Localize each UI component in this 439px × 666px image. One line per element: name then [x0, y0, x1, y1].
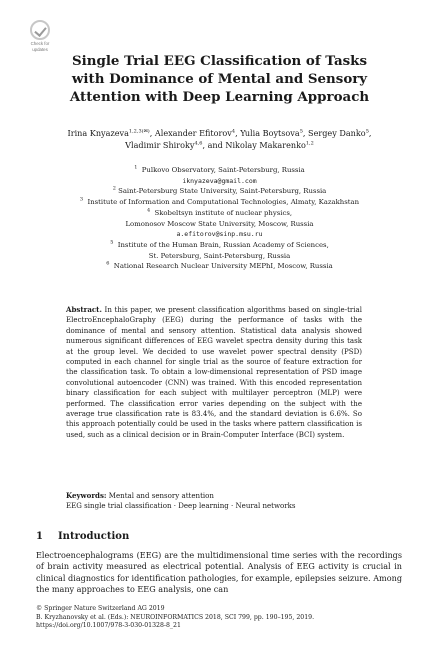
- check-for-updates-badge[interactable]: [28, 20, 52, 52]
- affiliation-text: National Research Nuclear University MEPhI, Moscow, Russia: [113, 262, 333, 271]
- keywords-label: Keywords:: [66, 491, 107, 500]
- author-name: Vladimir Shiroky: [125, 139, 195, 150]
- affiliation-text: Pulkovo Observatory, Saint-Petersburg, Russia: [141, 166, 305, 174]
- email-link-1[interactable]: iknyazeva@gmail.com: [182, 176, 257, 185]
- affiliation-4: [8, 208, 431, 219]
- check-mark-icon: [30, 20, 50, 40]
- affiliation-6: [8, 261, 431, 272]
- title-line-3: Attention with Deep Learning Approach: [69, 89, 370, 105]
- affiliation-text: Skobeltsyn institute of nuclear physics,: [154, 208, 293, 217]
- author-list: [18, 128, 421, 151]
- abstract-text: In this paper, we present classification algorithms based on single-trial ElectroEncephaloGraphy (EEG) during the performance of tasks with the dominance of mental and sensory attention. Statistical data analysis showed numerous significant differences of EEG wavelet spectra density during this task at the group level. We decided to use wavelet power spectral density (PSD) computed in each channel for single trial as the source of feature extraction for the classification task. To obtain a low-dimensional representation of PSD image convolutional autoencoder (CNN) was trained. With this encoded representation binary classification for each subject with multilayer perceptron (MLP) were performed. The classification error varies depending on the subject with the average true classification rate is 83.4%, and the standard deviation is 6.6%. So this approach potentially could be used in the tasks where pattern classification is used, such as a clinical decision or in Brain-Computer Interface (BCI) system.: [66, 305, 362, 439]
- affiliation-marker: 3: [79, 196, 84, 203]
- affiliation-5-cont: St. Petersburg, Saint-Petersburg, Russia: [148, 251, 291, 260]
- section-number: 1: [36, 531, 43, 542]
- author-affiliation-marker: 5: [299, 128, 303, 135]
- abstract: [66, 305, 362, 440]
- keywords-line-2: EEG single trial classification · Deep learning · Neural networks: [66, 501, 296, 511]
- section-title: Introduction: [58, 531, 130, 542]
- author-affiliation-marker: 4: [231, 128, 236, 135]
- author-line-1: Irina Knyazeva$^{1,2,3(✉)}$, Alexander Efitorov$^4$, Yulia Boytsova$^5$, Sergey Danko$^5$,: [67, 128, 372, 138]
- author-affiliation-marker: 4,6: [194, 139, 203, 146]
- affiliation-text: Saint-Petersburg State University, Saint-Petersburg, Russia: [118, 187, 327, 196]
- affiliation-marker: 5: [110, 239, 114, 246]
- badge-line-1: Check for: [30, 41, 50, 46]
- author-name: , Sergey Danko: [302, 128, 366, 138]
- intro-paragraph: Electroencephalograms (EEG) are the multidimensional time series with the recordings of brain activity measured as electrical potential. Analysis of EEG activity is crucial in clinical diagnostics for identification pathologies, for example, epilepsies seizure. Among the many approaches to EEG analysis, one can: [36, 550, 402, 594]
- affiliation-marker: 6: [106, 261, 110, 268]
- affiliation-marker: 1: [134, 164, 138, 171]
- author-affiliation-marker: 1,2,3(✉): [128, 128, 150, 135]
- title-line-1: Single Trial EEG Classification of Tasks: [71, 53, 367, 69]
- affiliation-text: Institute of Information and Computational Technologies, Almaty, Kazakhstan: [87, 198, 360, 207]
- email-link-4[interactable]: a.efitorov@sinp.msu.ru: [176, 230, 263, 239]
- affiliation-4-cont: Lomonosov Moscow State University, Moscow, Russia: [125, 219, 314, 228]
- citation-line: B. Kryzhanovsky et al. (Eds.): NEUROINFORMATICS 2018, SCI 799, pp. 190–195, 2019.: [36, 613, 315, 621]
- author-line-2: [18, 140, 421, 152]
- author-name: , Alexander Efitorov: [149, 128, 232, 138]
- affiliation-3: [8, 197, 431, 208]
- affiliation-text: Institute of the Human Brain, Russian Academy of Sciences,: [117, 240, 329, 249]
- copyright-line: © Springer Nature Switzerland AG 2019: [36, 605, 165, 612]
- title-line-2: with Dominance of Mental and Sensory: [71, 71, 368, 87]
- affiliation-5: [8, 240, 431, 251]
- keywords-text: Mental and sensory attention: [108, 491, 214, 500]
- doi-link[interactable]: https://doi.org/10.1007/978-3-030-01328-8_21: [36, 622, 181, 630]
- badge-line-2: updates: [32, 47, 48, 52]
- section-heading: [36, 531, 129, 542]
- author-name: , and Nikolay Makarenko: [202, 139, 306, 150]
- affiliation-marker: 4: [146, 207, 151, 214]
- author-name: Irina Knyazeva: [67, 128, 129, 138]
- abstract-label: Abstract.: [66, 305, 102, 314]
- author-name: , Yulia Boytsova: [235, 128, 300, 138]
- keywords: [66, 491, 366, 512]
- author-affiliation-marker: 1,2: [305, 139, 314, 146]
- author-affiliation-marker: 5: [365, 128, 369, 135]
- affiliations: [8, 165, 431, 272]
- affiliation-marker: 2: [112, 186, 116, 193]
- page-footer: [36, 604, 406, 631]
- affiliation-1: [8, 165, 431, 176]
- paper-title: [30, 52, 409, 106]
- affiliation-2: [8, 186, 431, 197]
- keywords-line-1: [66, 491, 366, 501]
